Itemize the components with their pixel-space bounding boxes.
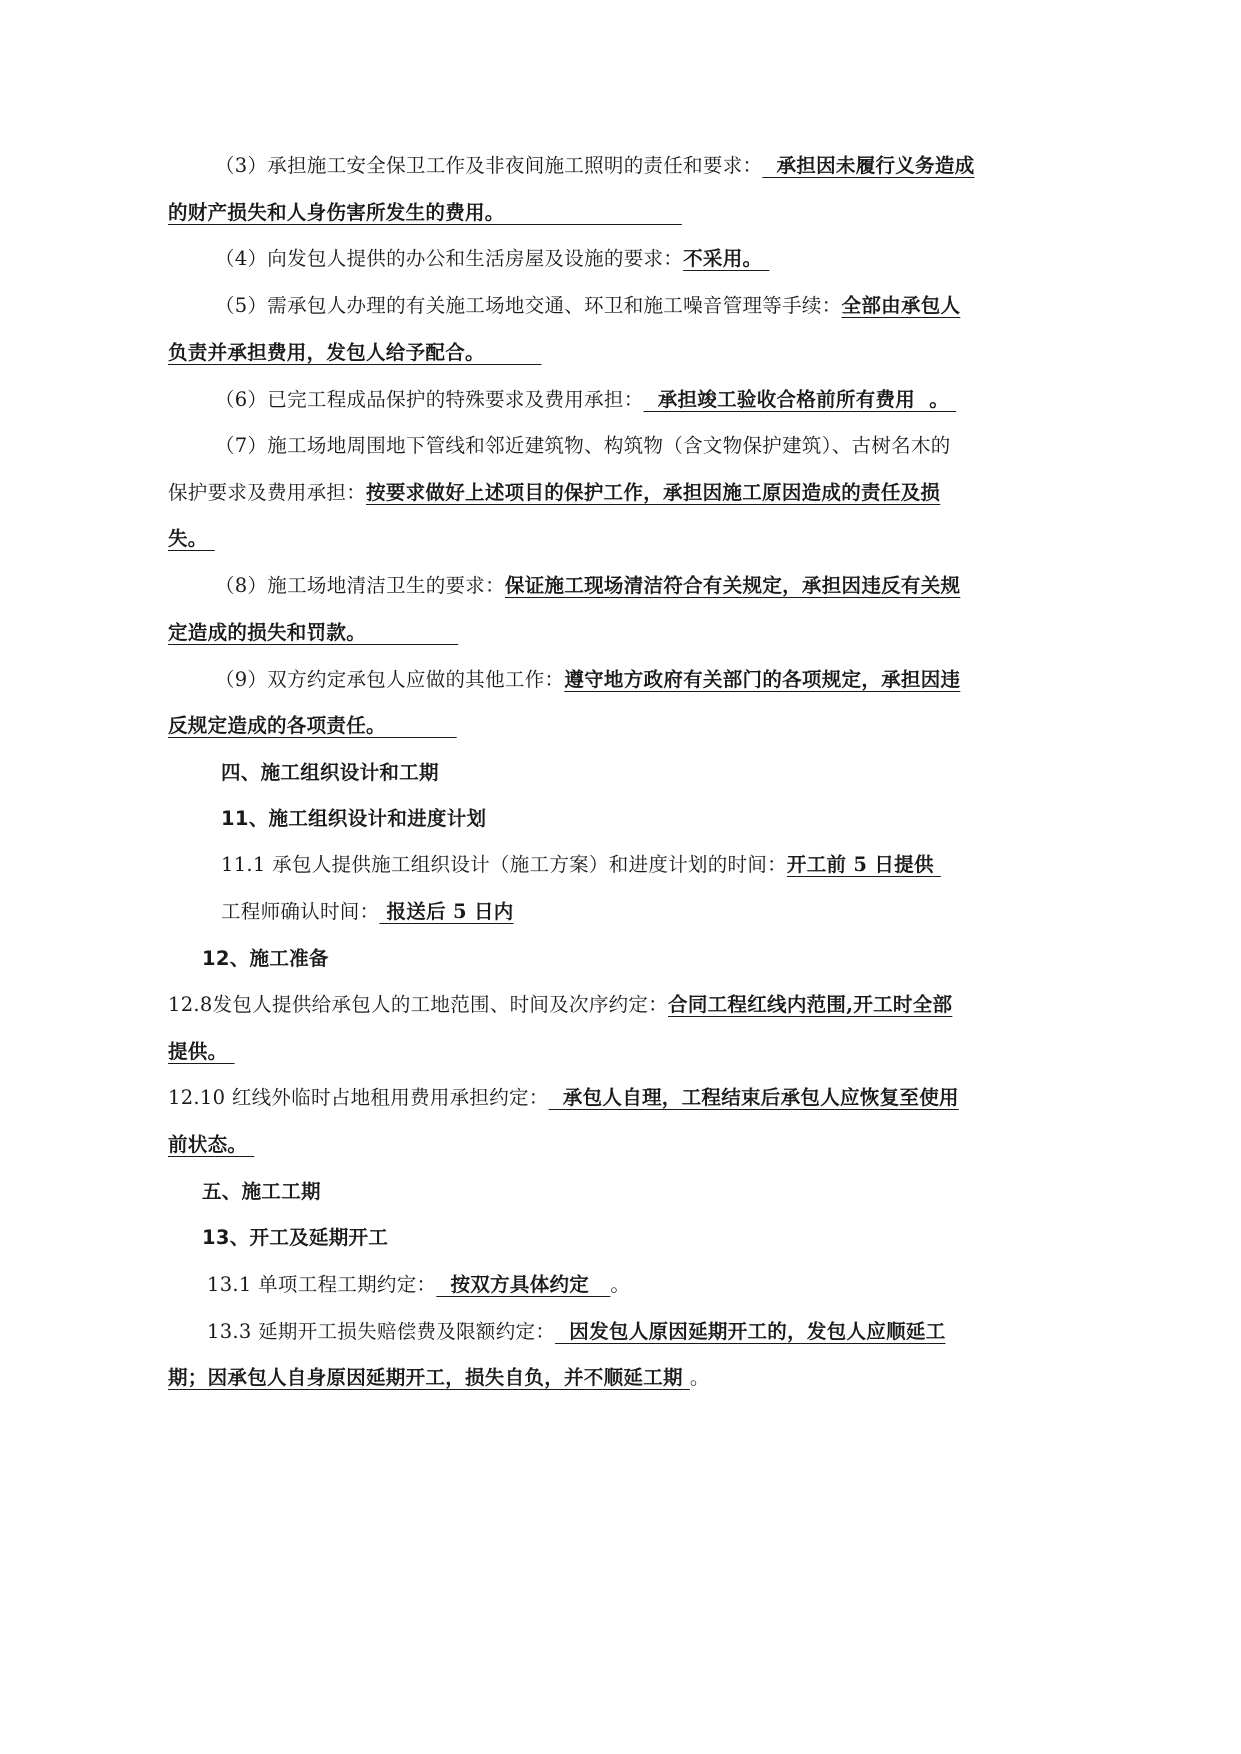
clause-13-3-end: 。: [689, 1366, 710, 1389]
clause-12-8: [168, 987, 952, 1023]
clause-7-line2: [168, 475, 940, 511]
clause-8-label: （8）施工场地清洁卫生的要求：: [215, 574, 505, 597]
clause-11-1-label2: 工程师确认时间：: [221, 900, 380, 923]
clause-8-answer: 保证施工现场清洁符合有关规定，承担因违反有关规: [504, 574, 961, 597]
clause-5-answer: 全部由承包人: [841, 294, 961, 317]
clause-11-1-answer2: 报送后 5 日内: [379, 900, 514, 923]
clause-6-label: （6）已完工程成品保护的特殊要求及费用承担：: [215, 388, 644, 411]
clause-12-10-continuation: [168, 1127, 254, 1163]
clause-8: [215, 568, 960, 604]
clause-9-label: （9）双方约定承包人应做的其他工作：: [215, 668, 565, 691]
clause-13-1-label: 13.1 单项工程工期约定：: [207, 1273, 437, 1296]
clause-5: [215, 288, 960, 324]
clause-9: [215, 662, 960, 698]
clause-5-answer-cont: 负责并承担费用，发包人给予配合。: [168, 341, 542, 364]
clause-13-3-answer: 因发包人原因延期开工的，发包人应顺延工: [555, 1320, 946, 1343]
clause-6: [215, 382, 956, 418]
clause-5-label: （5）需承包人办理的有关施工场地交通、环卫和施工噪音管理等手续：: [215, 294, 842, 317]
clause-7-label: （7）施工场地周围地下管线和邻近建筑物、构筑物（含文物保护建筑）、古树名木的: [215, 434, 951, 457]
clause-12-10-answer-cont: 前状态。: [168, 1133, 255, 1156]
clause-7-label2: 保护要求及费用承担：: [168, 481, 367, 504]
clause-4-answer: 不采用。: [683, 247, 770, 270]
subsection-11-heading: 11、施工组织设计和进度计划: [221, 807, 487, 830]
clause-12-8-continuation: [168, 1034, 235, 1070]
section-5-heading: 五、施工工期: [202, 1180, 321, 1203]
subsection-13-heading: 13、开工及延期开工: [202, 1226, 389, 1249]
clause-7-answer: 按要求做好上述项目的保护工作，承担因施工原因造成的责任及损: [366, 481, 941, 504]
clause-8-continuation: [168, 615, 458, 651]
clause-5-continuation: [168, 335, 542, 371]
subsection-12-heading: 12、施工准备: [202, 947, 329, 970]
clause-13-3-label: 13.3 延期开工损失赔偿费及限额约定：: [207, 1320, 556, 1343]
clause-4-label: （4）向发包人提供的办公和生活房屋及设施的要求：: [215, 247, 684, 270]
clause-12-10-answer: 承包人自理，工程结束后承包人应恢复至使用: [548, 1086, 959, 1109]
clause-3-answer: 承担因未履行义务造成: [762, 154, 975, 177]
section-4-heading: 四、施工组织设计和工期: [221, 761, 439, 784]
clause-13-1-end: 。: [610, 1273, 631, 1296]
clause-11-1-answer: 开工前 5 日提供: [786, 853, 941, 876]
clause-11-1-confirm: [221, 894, 514, 930]
clause-8-answer-cont: 定造成的损失和罚款。: [168, 621, 459, 644]
clause-12-8-label: 12.8发包人提供给承包人的工地范围、时间及次序约定：: [168, 993, 669, 1016]
clause-12-8-answer-cont: 提供。: [168, 1040, 235, 1063]
clause-13-3-answer-cont: 期；因承包人自身原因延期开工，损失自负，并不顺延工期: [168, 1366, 690, 1389]
clause-6-answer: 承担竣工验收合格前所有费用 。: [643, 388, 957, 411]
clause-12-10-label: 12.10 红线外临时占地租用费用承担约定：: [168, 1086, 549, 1109]
clause-13-3-continuation: [168, 1360, 710, 1396]
clause-12-10: [168, 1080, 959, 1116]
clause-3-label: （3）承担施工安全保卫工作及非夜间施工照明的责任和要求：: [215, 154, 763, 177]
clause-9-answer: 遵守地方政府有关部门的各项规定，承担因违: [564, 668, 961, 691]
clause-11-1-label: 11.1 承包人提供施工组织设计（施工方案）和进度计划的时间：: [221, 853, 787, 876]
clause-3: [215, 148, 975, 184]
clause-7-answer-cont: 失。: [168, 527, 215, 550]
clause-13-1-answer: 按双方具体约定: [436, 1273, 611, 1296]
clause-11-1: [221, 847, 941, 883]
clause-7-continuation: [168, 521, 215, 557]
clause-9-answer-cont: 反规定造成的各项责任。: [168, 714, 457, 737]
clause-4: [215, 241, 769, 277]
clause-13-3: [207, 1314, 946, 1350]
clause-3-continuation: [168, 195, 682, 231]
clause-12-8-answer: 合同工程红线内范围,开工时全部: [668, 993, 953, 1016]
clause-7: [215, 428, 951, 464]
clause-3-answer-cont: 的财产损失和人身伤害所发生的费用。: [168, 201, 682, 224]
clause-9-continuation: [168, 708, 457, 744]
clause-13-1: [207, 1267, 630, 1303]
